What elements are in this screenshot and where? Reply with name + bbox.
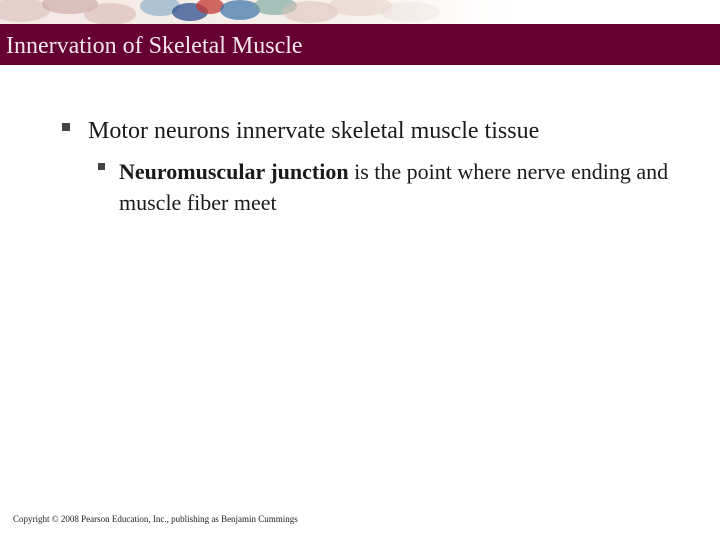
copyright-notice: Copyright © 2008 Pearson Education, Inc., publishing as Benjamin Cummings [13, 514, 298, 524]
bullet-item [62, 116, 702, 146]
sub-bullet-rest: is the point where nerve ending and muscle fiber meet [119, 159, 669, 215]
square-bullet-icon [98, 163, 105, 170]
square-bullet-icon [62, 123, 70, 131]
bold-term: Neuromuscular junction [119, 159, 349, 184]
bullet-text: Motor neurons innervate skeletal muscle tissue [88, 118, 540, 144]
decorative-banner-image [0, 0, 720, 24]
slide-title: Innervation of Skeletal Muscle [6, 33, 303, 59]
sub-bullet-text [119, 156, 678, 218]
sub-bullet-item [98, 156, 678, 218]
